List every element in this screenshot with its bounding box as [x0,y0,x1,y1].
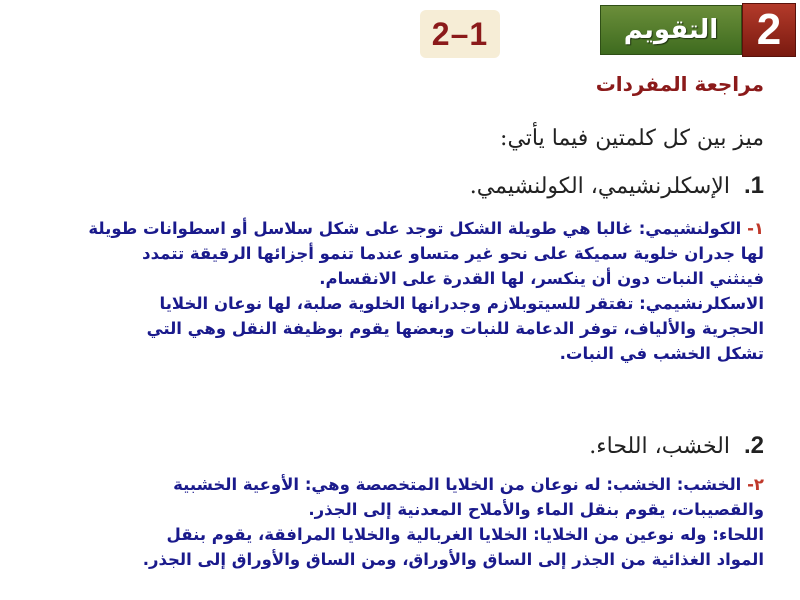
answer-line: الاسكلرنشيمي: تفتقر للسيتوبلازم وجدرانها الخلوية صلبة، لها نوعان الخلايا [159,294,764,313]
question-1 [470,172,764,200]
instruction-text: ميز بين كل كلمتين فيما يأتي: [500,126,764,151]
chapter-number-box: 2 [742,3,796,57]
answer-line: والقصيبات، يقوم بنقل الماء والأملاح المعدنية إلى الجذر. [308,500,764,519]
question-2 [589,432,764,460]
answer-marker: ١- [747,219,764,238]
question-text: الإسكلرنشيمي، الكولنشيمي. [469,174,730,199]
question-number: 1. [743,172,764,199]
answer-2 [29,472,764,572]
assessment-title-bar: التقويم [600,5,742,55]
answer-line: تشكل الخشب في النبات. [559,344,764,363]
answer-line: ١- الكولنشيمي: غالبا هي طويلة الشكل توجد على شكل سلاسل أو اسطوانات طويلة [88,219,764,238]
question-text: الخشب، اللحاء. [589,434,730,459]
lesson-header [0,0,800,70]
section-title: مراجعة المفردات [595,72,764,96]
answer-1 [29,216,764,366]
answer-line: لها جدران خلوية سميكة على نحو غير متساو عندما تنمو أجزائها الرقيقة تتمدد [142,244,764,263]
question-number: 2. [743,432,764,459]
answer-line: اللحاء: وله نوعين من الخلايا: الخلايا الغربالية والخلايا المرافقة، يقوم بنقل [166,525,764,544]
answer-line: فينثني النبات دون أن ينكسر، لها القدرة على الانقسام. [319,269,764,288]
answer-line: المواد الغذائية من الجذر إلى الساق والأوراق، ومن الساق والأوراق إلى الجذر. [142,550,764,569]
unit-number-badge: 2–1 [420,10,500,58]
answer-line: الحجرية والألياف، توفر الدعامة للنبات وبعضها يقوم بوظيفة النقل وهي التي [146,319,764,338]
answer-marker: ٢- [747,475,764,494]
answer-line: ٢- الخشب: الخشب: له نوعان من الخلايا المتخصصة وهي: الأوعية الخشبية [173,475,764,494]
